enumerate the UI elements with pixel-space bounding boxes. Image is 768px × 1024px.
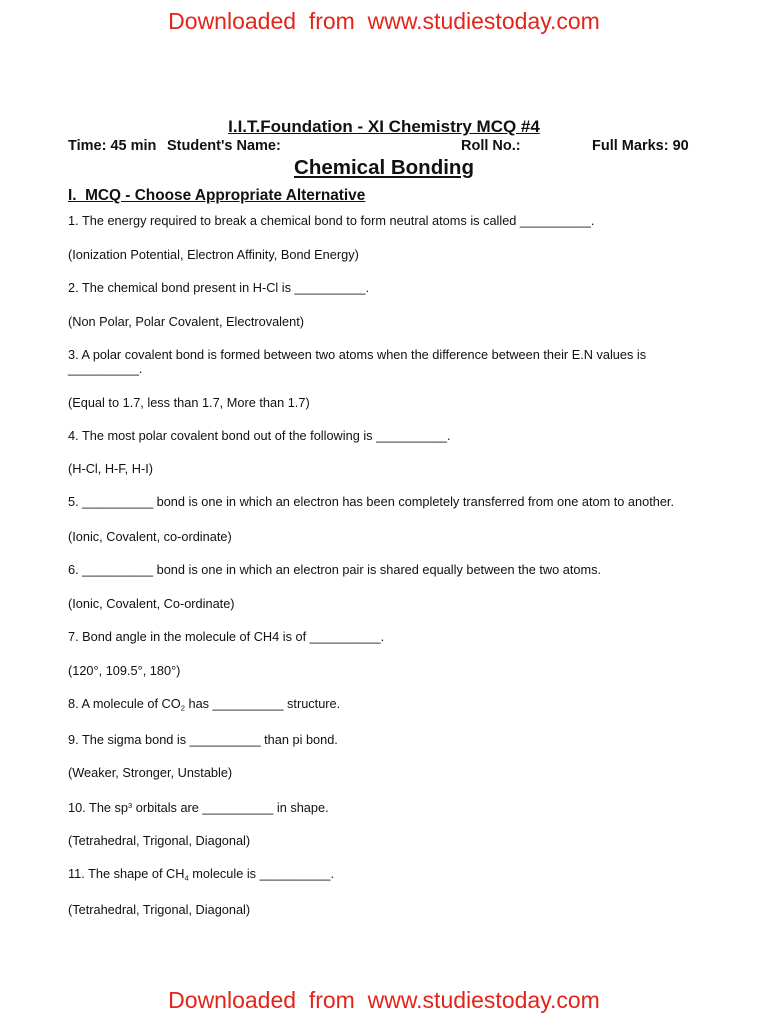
- question-6-text: 6. __________ bond is one in which an electron pair is shared equally between the two atoms.: [68, 562, 602, 577]
- question-8-subscript: 2: [180, 703, 185, 713]
- question-11-options: (Tetrahedral, Trigonal, Diagonal): [68, 902, 251, 917]
- question-10-options: (Tetrahedral, Trigonal, Diagonal): [68, 833, 251, 848]
- question-8-text: [68, 697, 698, 711]
- student-name-label: Student's Name:: [167, 138, 281, 154]
- question-6-options: (Ionic, Covalent, Co-ordinate): [68, 596, 235, 611]
- download-source-banner-top: Downloaded from www.studiestoday.com: [168, 8, 600, 34]
- question-10-text-end: orbitals are __________ in shape.: [132, 800, 329, 815]
- question-11-text: [68, 867, 698, 881]
- question-9-text: 9. The sigma bond is __________ than pi bond.: [68, 732, 338, 747]
- question-10-text-start: 10. The sp: [68, 800, 129, 815]
- question-4-text: 4. The most polar covalent bond out of the following is __________.: [68, 428, 451, 443]
- question-2-options: (Non Polar, Polar Covalent, Electrovalent): [68, 314, 304, 329]
- download-source-banner-bottom: Downloaded from www.studiestoday.com: [168, 987, 600, 1013]
- section-heading: I. MCQ - Choose Appropriate Alternative: [68, 187, 366, 204]
- question-11-subscript: 4: [184, 873, 189, 883]
- question-8-text-start: 8. A molecule of CO: [68, 696, 181, 711]
- document-title: I.I.T.Foundation - XI Chemistry MCQ #4: [228, 117, 540, 136]
- time-label: Time: 45 min: [68, 138, 157, 154]
- question-3-text: 3. A polar covalent bond is formed between two atoms when the difference between their E.N values is __________.: [68, 347, 647, 376]
- question-1-options: (Ionization Potential, Electron Affinity, Bond Energy): [68, 247, 359, 262]
- full-marks-label: Full Marks: 90: [592, 138, 689, 154]
- question-10-superscript: 3: [128, 800, 133, 810]
- question-10-text: [68, 801, 698, 815]
- question-2-text: 2. The chemical bond present in H-Cl is __________.: [68, 280, 369, 295]
- question-5-options: (Ionic, Covalent, co-ordinate): [68, 529, 232, 544]
- question-5-text: 5. __________ bond is one in which an electron has been completely transferred from one atom to another.: [68, 494, 675, 509]
- question-8-text-end: has __________ structure.: [184, 696, 341, 711]
- topic-title: Chemical Bonding: [294, 156, 474, 179]
- question-7-text: 7. Bond angle in the molecule of CH4 is of __________.: [68, 629, 385, 644]
- question-9-options: (Weaker, Stronger, Unstable): [68, 765, 233, 780]
- question-3-options: (Equal to 1.7, less than 1.7, More than 1.7): [68, 395, 310, 410]
- question-11-text-start: 11. The shape of CH: [68, 866, 185, 881]
- question-4-options: (H-Cl, H-F, H-I): [68, 461, 153, 476]
- question-11-text-end: molecule is __________.: [188, 866, 335, 881]
- question-7-options: (120°, 109.5°, 180°): [68, 663, 181, 678]
- roll-no-label: Roll No.:: [461, 138, 521, 154]
- question-1-text: 1. The energy required to break a chemical bond to form neutral atoms is called __________.: [68, 213, 595, 228]
